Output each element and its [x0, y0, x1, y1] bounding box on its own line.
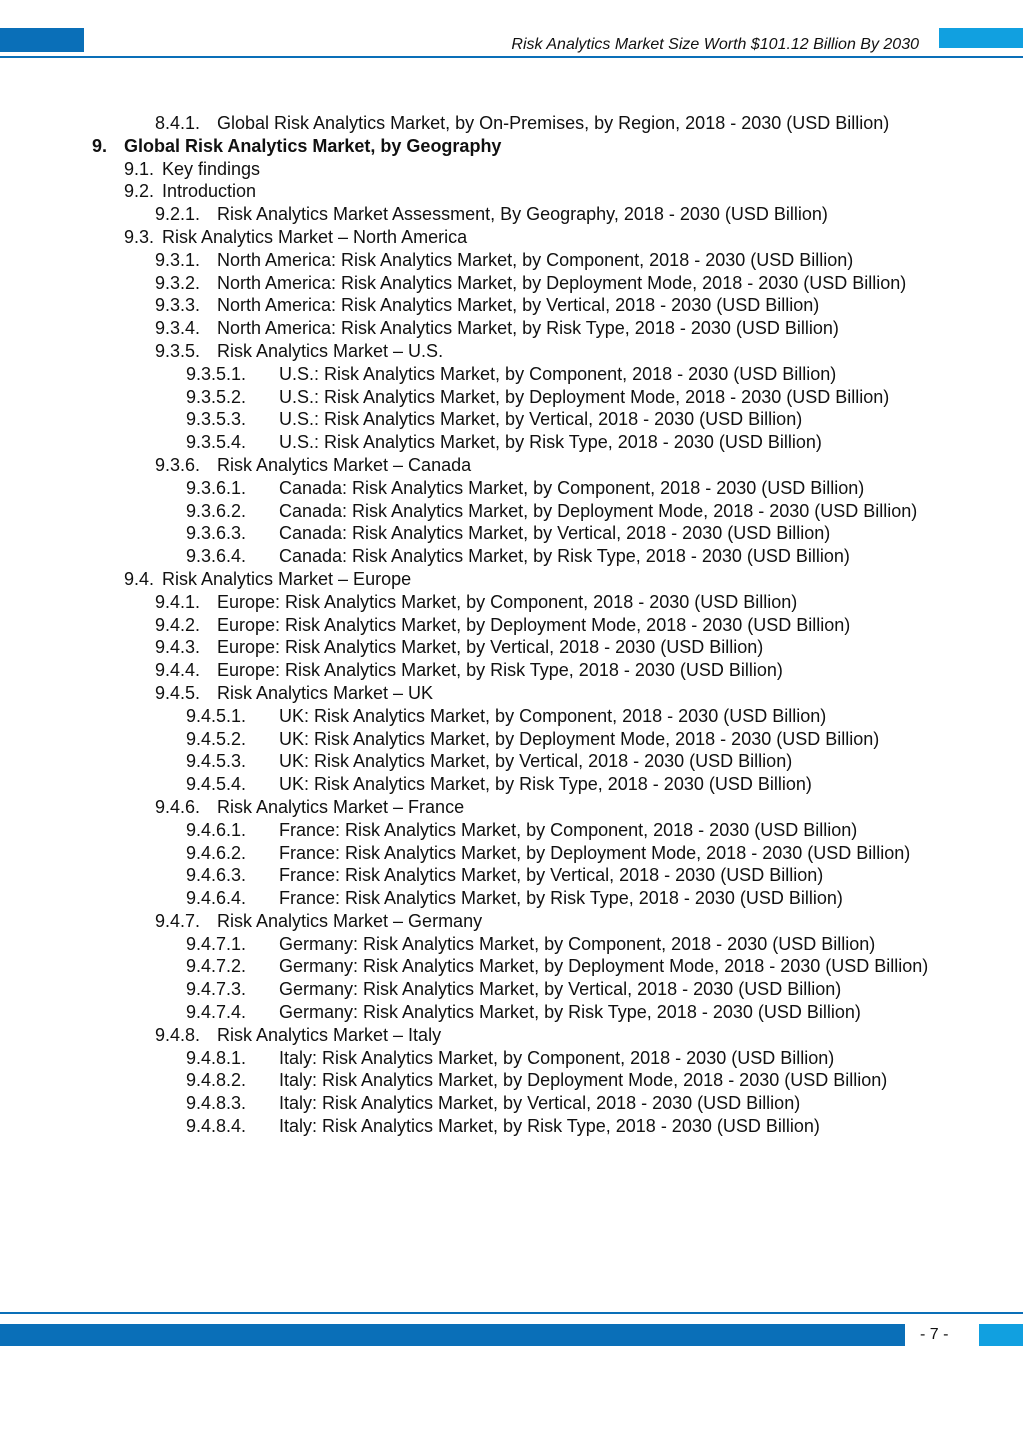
toc-entry [0, 158, 1023, 181]
toc-entry-number: 9.4.7.3. [186, 979, 247, 1000]
header-accent-right [939, 28, 1023, 48]
footer-bar [0, 1324, 905, 1346]
toc-entry-title: North America: Risk Analytics Market, by Vertical, 2018 - 2030 (USD Billion) [217, 295, 820, 316]
header-accent-left [0, 28, 84, 52]
toc-entry-title: North America: Risk Analytics Market, by Component, 2018 - 2030 (USD Billion) [217, 249, 854, 270]
toc-entry-title: Canada: Risk Analytics Market, by Risk Type, 2018 - 2030 (USD Billion) [279, 546, 850, 567]
toc-entry-number: 9.4.3. [155, 637, 201, 658]
toc-entry-number: 9.3.6.4. [186, 546, 247, 567]
toc-entry-title: Risk Analytics Market – Europe [162, 568, 412, 589]
toc-entry-title: France: Risk Analytics Market, by Vertical, 2018 - 2030 (USD Billion) [279, 865, 824, 886]
toc-entry-number: 9.4.5.1. [186, 705, 247, 726]
toc-entry [0, 568, 1023, 591]
toc-entry-title: UK: Risk Analytics Market, by Vertical, 2018 - 2030 (USD Billion) [279, 751, 793, 772]
toc-entry-number: 9.4. [124, 568, 155, 589]
toc-entry [0, 500, 1023, 523]
toc-entry-number: 9.3.5.3. [186, 409, 247, 430]
toc-entry-title: France: Risk Analytics Market, by Risk Type, 2018 - 2030 (USD Billion) [279, 888, 843, 909]
table-of-contents [0, 112, 1023, 1138]
toc-entry-title: Germany: Risk Analytics Market, by Deployment Mode, 2018 - 2030 (USD Billion) [279, 956, 929, 977]
toc-entry [0, 796, 1023, 819]
toc-entry [0, 249, 1023, 272]
toc-entry-number: 9.3.5. [155, 340, 201, 361]
toc-entry-number: 9.4.5. [155, 682, 201, 703]
toc-entry-number: 9.3.6.3. [186, 523, 247, 544]
footer-rule [0, 1312, 1023, 1314]
toc-entry [0, 1069, 1023, 1092]
toc-entry [0, 636, 1023, 659]
toc-entry-number: 9.4.5.3. [186, 751, 247, 772]
toc-entry [0, 1024, 1023, 1047]
header-title: Risk Analytics Market Size Worth $101.12 Billion By 2030 [511, 36, 919, 53]
toc-entry-number: 9.4.2. [155, 614, 201, 635]
toc-entry-number: 9.4.8.1. [186, 1047, 247, 1068]
toc-entry [0, 705, 1023, 728]
toc-entry-title: Risk Analytics Market – Germany [217, 910, 483, 931]
toc-entry-title: Risk Analytics Market – UK [217, 682, 434, 703]
toc-entry-title: Italy: Risk Analytics Market, by Risk Type, 2018 - 2030 (USD Billion) [279, 1116, 820, 1137]
toc-entry-title: U.S.: Risk Analytics Market, by Component, 2018 - 2030 (USD Billion) [279, 363, 837, 384]
toc-entry-title: Italy: Risk Analytics Market, by Deployment Mode, 2018 - 2030 (USD Billion) [279, 1070, 888, 1091]
toc-entry-number: 9.2.1. [155, 204, 201, 225]
toc-entry [0, 864, 1023, 887]
toc-entry [0, 1092, 1023, 1115]
toc-entry [0, 545, 1023, 568]
toc-entry [0, 978, 1023, 1001]
toc-entry-title: Key findings [162, 158, 261, 179]
toc-entry-title: Canada: Risk Analytics Market, by Component, 2018 - 2030 (USD Billion) [279, 477, 865, 498]
toc-entry [0, 408, 1023, 431]
toc-entry-number: 9.3.1. [155, 249, 201, 270]
toc-entry [0, 340, 1023, 363]
page-number: - 7 - [920, 1326, 949, 1343]
toc-entry-title: Europe: Risk Analytics Market, by Deployment Mode, 2018 - 2030 (USD Billion) [217, 614, 851, 635]
toc-entry-title: Risk Analytics Market – France [217, 796, 465, 817]
toc-entry-title: U.S.: Risk Analytics Market, by Deployment Mode, 2018 - 2030 (USD Billion) [279, 386, 890, 407]
toc-entry-number: 9.3.4. [155, 318, 201, 339]
toc-entry-number: 9.3.6.1. [186, 477, 247, 498]
toc-entry [0, 363, 1023, 386]
toc-entry-number: 9.4.8.4. [186, 1116, 247, 1137]
toc-entry-number: 9.1. [124, 158, 155, 179]
toc-entry [0, 1115, 1023, 1138]
toc-entry [0, 659, 1023, 682]
toc-entry-title: France: Risk Analytics Market, by Deployment Mode, 2018 - 2030 (USD Billion) [279, 842, 911, 863]
toc-entry [0, 933, 1023, 956]
toc-entry-title: UK: Risk Analytics Market, by Deployment Mode, 2018 - 2030 (USD Billion) [279, 728, 880, 749]
footer-accent-right [979, 1324, 1023, 1346]
toc-entry [0, 203, 1023, 226]
toc-entry-title: Germany: Risk Analytics Market, by Component, 2018 - 2030 (USD Billion) [279, 933, 876, 954]
toc-entry-title: Risk Analytics Market – Italy [217, 1024, 442, 1045]
toc-entry [0, 272, 1023, 295]
toc-entry-title: U.S.: Risk Analytics Market, by Risk Type, 2018 - 2030 (USD Billion) [279, 432, 822, 453]
toc-entry [0, 750, 1023, 773]
toc-entry-title: Italy: Risk Analytics Market, by Component, 2018 - 2030 (USD Billion) [279, 1047, 835, 1068]
toc-entry-title: UK: Risk Analytics Market, by Component, 2018 - 2030 (USD Billion) [279, 705, 827, 726]
toc-entry-number: 9.4.7. [155, 910, 201, 931]
toc-entry-title: Canada: Risk Analytics Market, by Vertical, 2018 - 2030 (USD Billion) [279, 523, 831, 544]
toc-entry-number: 9.4.1. [155, 591, 201, 612]
toc-entry [0, 317, 1023, 340]
toc-entry-number: 9.4.5.4. [186, 774, 247, 795]
toc-entry [0, 1047, 1023, 1070]
toc-entry-title: UK: Risk Analytics Market, by Risk Type, 2018 - 2030 (USD Billion) [279, 774, 812, 795]
toc-entry-number: 9.4.6.1. [186, 819, 247, 840]
toc-entry [0, 887, 1023, 910]
toc-entry-title: Risk Analytics Market Assessment, By Geography, 2018 - 2030 (USD Billion) [217, 204, 828, 225]
toc-entry [0, 819, 1023, 842]
toc-entry [0, 591, 1023, 614]
toc-entry-number: 9.4.7.1. [186, 933, 247, 954]
toc-entry [0, 1001, 1023, 1024]
toc-entry-number: 9.3.6. [155, 454, 201, 475]
toc-entry-title: France: Risk Analytics Market, by Component, 2018 - 2030 (USD Billion) [279, 819, 858, 840]
toc-entry [0, 294, 1023, 317]
toc-entry-number: 9.3.2. [155, 272, 201, 293]
toc-entry [0, 728, 1023, 751]
toc-entry [0, 773, 1023, 796]
toc-entry [0, 614, 1023, 637]
toc-entry [0, 454, 1023, 477]
toc-entry-number: 9.4.6. [155, 796, 201, 817]
toc-entry-number: 9.4.8.2. [186, 1070, 247, 1091]
toc-entry-title: Europe: Risk Analytics Market, by Risk Type, 2018 - 2030 (USD Billion) [217, 660, 783, 681]
toc-entry [0, 477, 1023, 500]
toc-entry-title: Europe: Risk Analytics Market, by Vertical, 2018 - 2030 (USD Billion) [217, 637, 764, 658]
toc-entry-number: 9.4.8.3. [186, 1093, 247, 1114]
toc-entry-title: Introduction [162, 181, 257, 202]
toc-entry-number: 9.4.7.2. [186, 956, 247, 977]
toc-entry-number: 9.3.3. [155, 295, 201, 316]
toc-entry-number: 9.3.5.1. [186, 363, 247, 384]
toc-entry-title: North America: Risk Analytics Market, by Risk Type, 2018 - 2030 (USD Billion) [217, 318, 839, 339]
toc-entry [0, 180, 1023, 203]
toc-entry-number: 9.4.5.2. [186, 728, 247, 749]
toc-entry-number: 9.4.8. [155, 1024, 201, 1045]
toc-entry-number: 9.3.5.4. [186, 432, 247, 453]
toc-entry-title: Risk Analytics Market – Canada [217, 454, 472, 475]
toc-entry-number: 9.4.7.4. [186, 1002, 247, 1023]
toc-entry-number: 9.3.5.2. [186, 386, 247, 407]
toc-entry-number: 9.4.4. [155, 660, 201, 681]
toc-entry [0, 135, 1023, 158]
toc-entry-title: Germany: Risk Analytics Market, by Vertical, 2018 - 2030 (USD Billion) [279, 979, 842, 1000]
toc-entry-title: Global Risk Analytics Market, by On-Premises, by Region, 2018 - 2030 (USD Billion) [217, 113, 890, 133]
toc-entry [0, 386, 1023, 409]
toc-entry-title: Italy: Risk Analytics Market, by Vertical, 2018 - 2030 (USD Billion) [279, 1093, 801, 1114]
toc-entry-title: Risk Analytics Market – North America [162, 226, 468, 247]
header-rule [0, 56, 1023, 58]
toc-entry-title: Global Risk Analytics Market, by Geography [124, 135, 502, 156]
toc-entry [0, 112, 1023, 135]
toc-entry [0, 226, 1023, 249]
toc-entry-title: Germany: Risk Analytics Market, by Risk Type, 2018 - 2030 (USD Billion) [279, 1002, 861, 1023]
toc-entry-title: Risk Analytics Market – U.S. [217, 340, 444, 361]
toc-entry [0, 522, 1023, 545]
toc-entry-title: Europe: Risk Analytics Market, by Component, 2018 - 2030 (USD Billion) [217, 591, 798, 612]
toc-entry-number: 9.4.6.2. [186, 842, 247, 863]
toc-entry-title: Canada: Risk Analytics Market, by Deployment Mode, 2018 - 2030 (USD Billion) [279, 500, 918, 521]
toc-entry [0, 910, 1023, 933]
toc-entry-number: 9.3. [124, 226, 155, 247]
toc-entry-number: 9.3.6.2. [186, 500, 247, 521]
toc-entry-number: 9. [92, 135, 108, 156]
toc-entry-number: 8.4.1. [155, 113, 201, 133]
toc-entry-number: 9.4.6.3. [186, 865, 247, 886]
toc-entry [0, 955, 1023, 978]
toc-entry-number: 9.4.6.4. [186, 888, 247, 909]
toc-entry-title: U.S.: Risk Analytics Market, by Vertical, 2018 - 2030 (USD Billion) [279, 409, 803, 430]
toc-entry-number: 9.2. [124, 181, 155, 202]
toc-entry [0, 842, 1023, 865]
toc-entry [0, 431, 1023, 454]
toc-entry-title: North America: Risk Analytics Market, by Deployment Mode, 2018 - 2030 (USD Billion) [217, 272, 907, 293]
toc-entry [0, 682, 1023, 705]
